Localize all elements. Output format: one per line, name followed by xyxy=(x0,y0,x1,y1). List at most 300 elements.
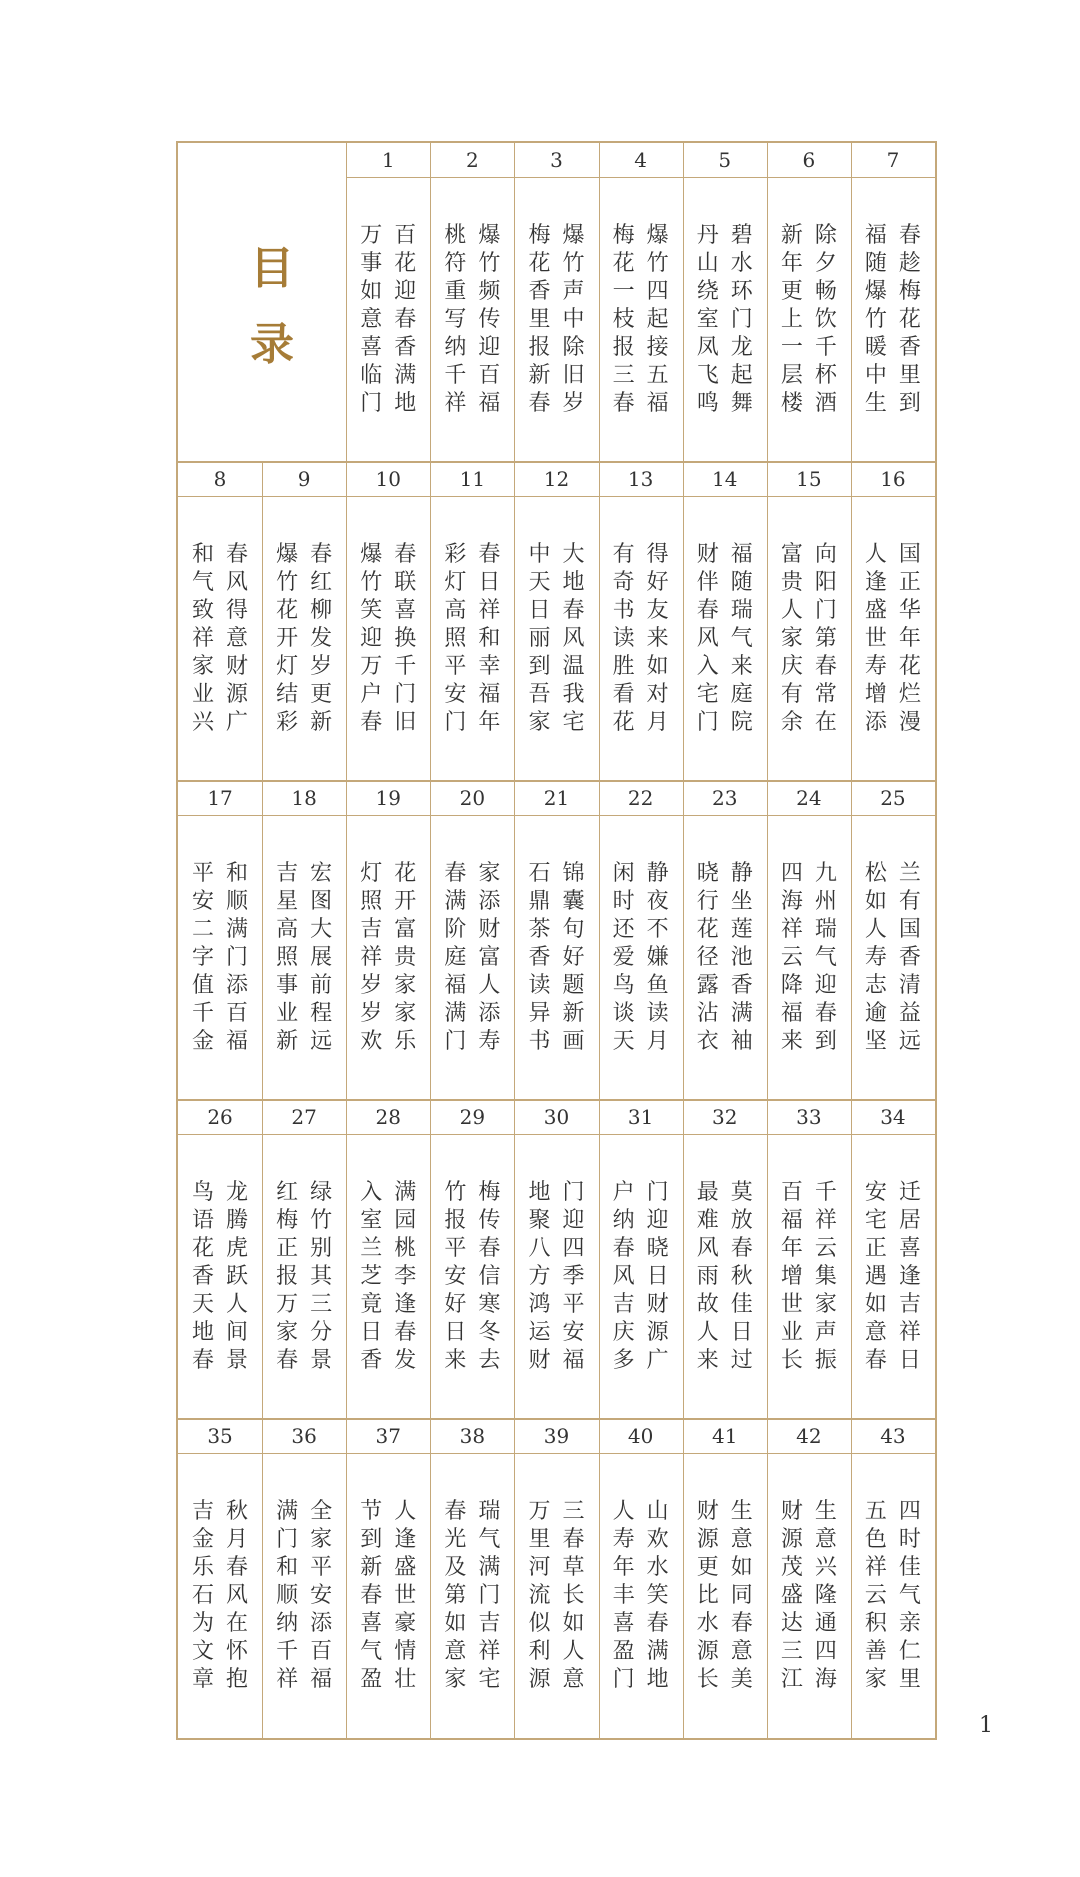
couplet-char: 家 xyxy=(864,1666,887,1692)
couplet-char: 多 xyxy=(612,1347,635,1373)
entry-number: 13 xyxy=(627,467,654,491)
couplet-char: 新 xyxy=(360,1554,383,1580)
couplet-char: 春 xyxy=(478,1235,501,1261)
couplet-char: 财 xyxy=(646,1291,669,1317)
page-number: 1 xyxy=(979,1713,993,1738)
couplet-upper-line xyxy=(896,222,924,418)
couplet-char: 迁 xyxy=(898,1179,921,1205)
couplet-char: 吉 xyxy=(276,860,299,886)
couplet-char: 时 xyxy=(898,1526,921,1552)
couplet-char: 层 xyxy=(780,362,803,388)
couplet-char: 春 xyxy=(478,541,501,567)
couplet-char: 千 xyxy=(276,1638,299,1664)
couplet-char: 业 xyxy=(192,681,215,707)
couplet-char: 如 xyxy=(360,278,383,304)
couplet-char: 源 xyxy=(780,1526,803,1552)
couplet-char: 安 xyxy=(310,1582,333,1608)
couplet-char: 百 xyxy=(310,1638,333,1664)
couplet-char: 信 xyxy=(478,1263,501,1289)
couplet-entry[interactable] xyxy=(431,1152,514,1402)
couplet-char: 佳 xyxy=(898,1554,921,1580)
couplet-char: 运 xyxy=(528,1319,551,1345)
couplet-char: 地 xyxy=(646,1666,669,1692)
entry-number: 40 xyxy=(627,1424,654,1448)
entry-number: 8 xyxy=(213,467,227,491)
couplet-char: 庆 xyxy=(612,1319,635,1345)
couplet-char: 园 xyxy=(394,1207,417,1233)
couplet-char: 静 xyxy=(730,860,753,886)
couplet-char: 光 xyxy=(444,1526,467,1552)
couplet-char: 柳 xyxy=(310,597,333,623)
couplet-char: 清 xyxy=(898,972,921,998)
couplet-char: 香 xyxy=(898,334,921,360)
couplet-char: 春 xyxy=(360,709,383,735)
couplet-entry[interactable] xyxy=(683,1152,766,1402)
couplet-char: 一 xyxy=(612,278,635,304)
couplet-entry[interactable] xyxy=(683,195,766,445)
couplet-lower-line xyxy=(778,1179,806,1375)
couplet-char: 如 xyxy=(646,653,669,679)
couplet-char: 千 xyxy=(192,1000,215,1026)
couplet-lower-line xyxy=(694,222,722,418)
header-divider xyxy=(178,815,935,816)
couplet-char: 年 xyxy=(898,625,921,651)
couplet-char: 户 xyxy=(360,681,383,707)
couplet-char: 福 xyxy=(864,222,887,248)
couplet-entry[interactable] xyxy=(263,514,346,764)
couplet-char: 风 xyxy=(612,1263,635,1289)
couplet-char: 发 xyxy=(394,1347,417,1373)
couplet-char: 花 xyxy=(898,306,921,332)
couplet-char: 万 xyxy=(360,222,383,248)
couplet-char: 喜 xyxy=(394,597,417,623)
couplet-char: 色 xyxy=(864,1526,887,1552)
couplet-upper-line xyxy=(475,541,503,737)
couplet-entry[interactable] xyxy=(347,1471,430,1721)
couplet-lower-line xyxy=(441,541,469,737)
entry-number: 4 xyxy=(634,148,647,172)
couplet-char: 日 xyxy=(478,569,501,595)
couplet-char: 爆 xyxy=(646,222,669,248)
couplet-char: 沾 xyxy=(696,1000,719,1026)
entry-number: 43 xyxy=(880,1424,906,1448)
couplet-entry[interactable] xyxy=(263,1152,346,1402)
couplet-char: 入 xyxy=(696,653,719,679)
couplet-char: 喜 xyxy=(360,1610,383,1636)
couplet-char: 竹 xyxy=(646,250,669,276)
couplet-entry[interactable] xyxy=(347,195,430,445)
couplet-entry[interactable] xyxy=(683,1471,766,1721)
couplet-char: 传 xyxy=(478,1207,501,1233)
couplet-char: 日 xyxy=(360,1319,383,1345)
couplet-char: 风 xyxy=(696,625,719,651)
couplet-entry[interactable] xyxy=(599,1471,682,1721)
couplet-char: 四 xyxy=(562,1235,585,1261)
couplet-char: 如 xyxy=(864,888,887,914)
couplet-char: 欢 xyxy=(360,1028,383,1054)
couplet-upper-line xyxy=(644,1179,672,1375)
couplet-entry[interactable] xyxy=(179,1152,262,1402)
couplet-char: 报 xyxy=(612,334,635,360)
couplet-char: 新 xyxy=(528,362,551,388)
couplet-char: 照 xyxy=(360,888,383,914)
couplet-char: 值 xyxy=(192,972,215,998)
couplet-char: 盛 xyxy=(394,1554,417,1580)
couplet-entry[interactable] xyxy=(431,1471,514,1721)
couplet-char: 花 xyxy=(394,860,417,886)
couplet-char: 人 xyxy=(612,1498,635,1524)
entry-number: 20 xyxy=(459,786,486,810)
couplet-char: 频 xyxy=(478,278,501,304)
entry-number: 14 xyxy=(711,467,738,491)
couplet-char: 池 xyxy=(730,944,753,970)
couplet-char: 如 xyxy=(444,1610,467,1636)
couplet-entry[interactable] xyxy=(599,833,682,1083)
couplet-char: 二 xyxy=(192,916,215,942)
couplet-char: 怀 xyxy=(226,1638,249,1664)
couplet-char: 地 xyxy=(394,390,417,416)
couplet-char: 日 xyxy=(898,1347,921,1373)
couplet-char: 彩 xyxy=(444,541,467,567)
couplet-char: 三 xyxy=(612,362,635,388)
couplet-char: 除 xyxy=(814,222,837,248)
couplet-char: 添 xyxy=(864,709,887,735)
couplet-char: 接 xyxy=(646,334,669,360)
couplet-char: 满 xyxy=(394,362,417,388)
couplet-char: 图 xyxy=(310,888,333,914)
couplet-char: 起 xyxy=(730,362,753,388)
couplet-char: 世 xyxy=(394,1582,417,1608)
toc-title-char: 录 xyxy=(250,319,294,370)
couplet-entry[interactable] xyxy=(767,833,850,1083)
couplet-char: 吉 xyxy=(360,916,383,942)
couplet-char: 岁 xyxy=(360,1000,383,1026)
couplet-entry[interactable] xyxy=(347,833,430,1083)
couplet-char: 照 xyxy=(444,625,467,651)
couplet-entry[interactable] xyxy=(851,1152,934,1402)
couplet-char: 字 xyxy=(192,944,215,970)
couplet-entry[interactable] xyxy=(347,1152,430,1402)
couplet-upper-line xyxy=(391,860,419,1056)
couplet-char: 乐 xyxy=(394,1028,417,1054)
couplet-entry[interactable] xyxy=(683,833,766,1083)
couplet-lower-line xyxy=(862,1179,890,1375)
couplet-char: 最 xyxy=(696,1179,719,1205)
couplet-char: 流 xyxy=(528,1582,551,1608)
couplet-char: 随 xyxy=(730,569,753,595)
couplet-char: 晓 xyxy=(646,1235,669,1261)
couplet-char: 爆 xyxy=(276,541,299,567)
entry-number: 19 xyxy=(375,786,401,810)
couplet-char: 喜 xyxy=(612,1610,635,1636)
couplet-char: 吾 xyxy=(528,681,551,707)
couplet-char: 鸟 xyxy=(192,1179,215,1205)
couplet-char: 安 xyxy=(444,1263,467,1289)
couplet-char: 谈 xyxy=(612,1000,635,1026)
couplet-char: 满 xyxy=(444,1000,467,1026)
couplet-upper-line xyxy=(896,541,924,737)
couplet-char: 比 xyxy=(696,1582,719,1608)
couplet-char: 香 xyxy=(528,278,551,304)
couplet-char: 州 xyxy=(814,888,837,914)
couplet-char: 画 xyxy=(562,1028,585,1054)
couplet-entry[interactable] xyxy=(515,833,598,1083)
couplet-char: 彩 xyxy=(276,709,299,735)
couplet-char: 吉 xyxy=(478,1610,501,1636)
couplet-char: 业 xyxy=(780,1319,803,1345)
couplet-char: 好 xyxy=(646,569,669,595)
couplet-char: 如 xyxy=(864,1291,887,1317)
couplet-char: 杯 xyxy=(814,362,837,388)
couplet-char: 临 xyxy=(360,362,383,388)
couplet-char: 盛 xyxy=(780,1582,803,1608)
couplet-lower-line xyxy=(189,1498,217,1694)
couplet-char: 门 xyxy=(360,390,383,416)
couplet-char: 竹 xyxy=(444,1179,467,1205)
couplet-char: 财 xyxy=(478,916,501,942)
couplet-entry[interactable] xyxy=(683,514,766,764)
couplet-char: 善 xyxy=(864,1638,887,1664)
couplet-char: 平 xyxy=(444,1235,467,1261)
couplet-char: 除 xyxy=(562,334,585,360)
couplet-entry[interactable] xyxy=(851,195,934,445)
couplet-lower-line xyxy=(526,1498,554,1694)
couplet-char: 爱 xyxy=(612,944,635,970)
couplet-upper-line xyxy=(475,1179,503,1375)
couplet-char: 春 xyxy=(394,1319,417,1345)
couplet-char: 迎 xyxy=(562,1207,585,1233)
couplet-char: 竹 xyxy=(360,569,383,595)
couplet-char: 月 xyxy=(226,1526,249,1552)
couplet-entry[interactable] xyxy=(767,1152,850,1402)
header-divider xyxy=(178,1134,935,1135)
couplet-char: 中 xyxy=(562,306,585,332)
couplet-char: 春 xyxy=(310,541,333,567)
entry-number: 18 xyxy=(291,786,317,810)
couplet-char: 逢 xyxy=(898,1263,921,1289)
couplet-char: 灯 xyxy=(276,653,299,679)
couplet-char: 远 xyxy=(310,1028,333,1054)
couplet-char: 传 xyxy=(478,306,501,332)
couplet-lower-line xyxy=(357,1498,385,1694)
couplet-char: 财 xyxy=(696,541,719,567)
couplet-char: 趁 xyxy=(898,250,921,276)
couplet-entry[interactable] xyxy=(767,1471,850,1721)
entry-number: 31 xyxy=(627,1105,654,1129)
couplet-char: 平 xyxy=(562,1291,585,1317)
couplet-char: 贵 xyxy=(780,569,803,595)
couplet-char: 香 xyxy=(730,972,753,998)
couplet-char: 佳 xyxy=(730,1291,753,1317)
couplet-char: 春 xyxy=(226,541,249,567)
couplet-char: 联 xyxy=(394,569,417,595)
couplet-char: 气 xyxy=(898,1582,921,1608)
couplet-char: 如 xyxy=(730,1554,753,1580)
couplet-char: 河 xyxy=(528,1554,551,1580)
couplet-char: 门 xyxy=(394,681,417,707)
couplet-char: 四 xyxy=(780,860,803,886)
couplet-char: 有 xyxy=(898,888,921,914)
couplet-lower-line xyxy=(357,222,385,418)
couplet-char: 季 xyxy=(562,1263,585,1289)
couplet-char: 中 xyxy=(528,541,551,567)
couplet-char: 美 xyxy=(730,1666,753,1692)
couplet-char: 雨 xyxy=(696,1263,719,1289)
couplet-char: 通 xyxy=(814,1610,837,1636)
couplet-char: 福 xyxy=(780,1000,803,1026)
couplet-upper-line xyxy=(644,222,672,418)
couplet-entry[interactable] xyxy=(515,514,598,764)
couplet-upper-line xyxy=(223,541,251,737)
couplet-char: 祥 xyxy=(814,1207,837,1233)
couplet-char: 纳 xyxy=(612,1207,635,1233)
couplet-char: 爆 xyxy=(864,278,887,304)
couplet-char: 更 xyxy=(310,681,333,707)
couplet-char: 阳 xyxy=(814,569,837,595)
couplet-lower-line xyxy=(862,541,890,737)
couplet-upper-line xyxy=(644,860,672,1056)
couplet-char: 意 xyxy=(444,1638,467,1664)
couplet-char: 景 xyxy=(226,1347,249,1373)
entry-number: 38 xyxy=(459,1424,486,1448)
couplet-char: 书 xyxy=(528,1028,551,1054)
couplet-char: 满 xyxy=(646,1638,669,1664)
couplet-char: 生 xyxy=(730,1498,753,1524)
couplet-char: 寿 xyxy=(864,653,887,679)
couplet-entry[interactable] xyxy=(851,833,934,1083)
couplet-char: 情 xyxy=(394,1638,417,1664)
couplet-char: 报 xyxy=(444,1207,467,1233)
couplet-char: 福 xyxy=(478,390,501,416)
couplet-char: 盛 xyxy=(864,597,887,623)
couplet-char: 好 xyxy=(444,1291,467,1317)
couplet-entry[interactable] xyxy=(179,833,262,1083)
couplet-entry[interactable] xyxy=(851,1471,934,1721)
couplet-char: 海 xyxy=(780,888,803,914)
couplet-char: 丽 xyxy=(528,625,551,651)
couplet-char: 锦 xyxy=(562,860,585,886)
couplet-char: 意 xyxy=(562,1666,585,1692)
couplet-entry[interactable] xyxy=(263,1471,346,1721)
couplet-char: 香 xyxy=(528,944,551,970)
couplet-char: 百 xyxy=(226,1000,249,1026)
couplet-char: 李 xyxy=(394,1263,417,1289)
couplet-char: 四 xyxy=(646,278,669,304)
couplet-char: 露 xyxy=(696,972,719,998)
couplet-char: 风 xyxy=(226,569,249,595)
couplet-char: 地 xyxy=(562,569,585,595)
couplet-char: 门 xyxy=(696,709,719,735)
couplet-char: 得 xyxy=(226,597,249,623)
couplet-char: 读 xyxy=(528,972,551,998)
couplet-entry[interactable] xyxy=(851,514,934,764)
couplet-char: 顺 xyxy=(226,888,249,914)
couplet-char: 水 xyxy=(646,1554,669,1580)
couplet-char: 千 xyxy=(394,653,417,679)
couplet-char: 风 xyxy=(226,1582,249,1608)
couplet-entry[interactable] xyxy=(179,514,262,764)
couplet-upper-line xyxy=(223,1179,251,1375)
couplet-char: 结 xyxy=(276,681,299,707)
couplet-char: 风 xyxy=(562,625,585,651)
couplet-char: 异 xyxy=(528,1000,551,1026)
couplet-char: 天 xyxy=(192,1291,215,1317)
couplet-char: 竹 xyxy=(864,306,887,332)
couplet-char: 春 xyxy=(814,1000,837,1026)
couplet-char: 桃 xyxy=(394,1235,417,1261)
couplet-entry[interactable] xyxy=(767,195,850,445)
couplet-entry[interactable] xyxy=(347,514,430,764)
couplet-char: 人 xyxy=(864,541,887,567)
couplet-entry[interactable] xyxy=(767,514,850,764)
couplet-char: 福 xyxy=(444,972,467,998)
couplet-char: 新 xyxy=(780,222,803,248)
couplet-upper-line xyxy=(391,1179,419,1375)
couplet-entry[interactable] xyxy=(515,1152,598,1402)
couplet-char: 祥 xyxy=(192,625,215,651)
couplet-char: 石 xyxy=(192,1582,215,1608)
couplet-char: 碧 xyxy=(730,222,753,248)
couplet-entry[interactable] xyxy=(431,195,514,445)
couplet-lower-line xyxy=(189,860,217,1056)
couplet-char: 万 xyxy=(528,1498,551,1524)
couplet-lower-line xyxy=(189,541,217,737)
couplet-char: 行 xyxy=(696,888,719,914)
couplet-char: 门 xyxy=(612,1666,635,1692)
couplet-entry[interactable] xyxy=(599,195,682,445)
entry-number: 7 xyxy=(886,148,900,172)
couplet-entry[interactable] xyxy=(515,195,598,445)
couplet-entry[interactable] xyxy=(515,1471,598,1721)
couplet-char: 读 xyxy=(612,625,635,651)
couplet-char: 符 xyxy=(444,250,467,276)
couplet-lower-line xyxy=(694,1179,722,1375)
couplet-char: 福 xyxy=(226,1028,249,1054)
couplet-char: 梅 xyxy=(612,222,635,248)
couplet-entry[interactable] xyxy=(431,514,514,764)
couplet-char: 集 xyxy=(814,1263,837,1289)
couplet-char: 在 xyxy=(814,709,837,735)
couplet-char: 生 xyxy=(864,390,887,416)
couplet-char: 寒 xyxy=(478,1291,501,1317)
couplet-char: 衣 xyxy=(696,1028,719,1054)
couplet-entry[interactable] xyxy=(431,833,514,1083)
couplet-char: 虎 xyxy=(226,1235,249,1261)
couplet-char: 同 xyxy=(730,1582,753,1608)
couplet-entry[interactable] xyxy=(179,1471,262,1721)
couplet-upper-line xyxy=(391,1498,419,1694)
couplet-char: 梅 xyxy=(898,278,921,304)
couplet-entry[interactable] xyxy=(599,1152,682,1402)
couplet-char: 其 xyxy=(310,1263,333,1289)
couplet-char: 龙 xyxy=(226,1179,249,1205)
couplet-char: 居 xyxy=(898,1207,921,1233)
couplet-entry[interactable] xyxy=(599,514,682,764)
couplet-char: 日 xyxy=(528,597,551,623)
couplet-char: 家 xyxy=(276,1319,299,1345)
couplet-char: 逢 xyxy=(394,1291,417,1317)
couplet-char: 展 xyxy=(310,944,333,970)
couplet-char: 袖 xyxy=(730,1028,753,1054)
couplet-char: 灯 xyxy=(444,569,467,595)
couplet-char: 气 xyxy=(814,944,837,970)
couplet-lower-line xyxy=(778,222,806,418)
couplet-char: 逾 xyxy=(864,1000,887,1026)
couplet-entry[interactable] xyxy=(263,833,346,1083)
couplet-char: 福 xyxy=(310,1666,333,1692)
couplet-char: 月 xyxy=(646,709,669,735)
couplet-lower-line xyxy=(610,860,638,1056)
